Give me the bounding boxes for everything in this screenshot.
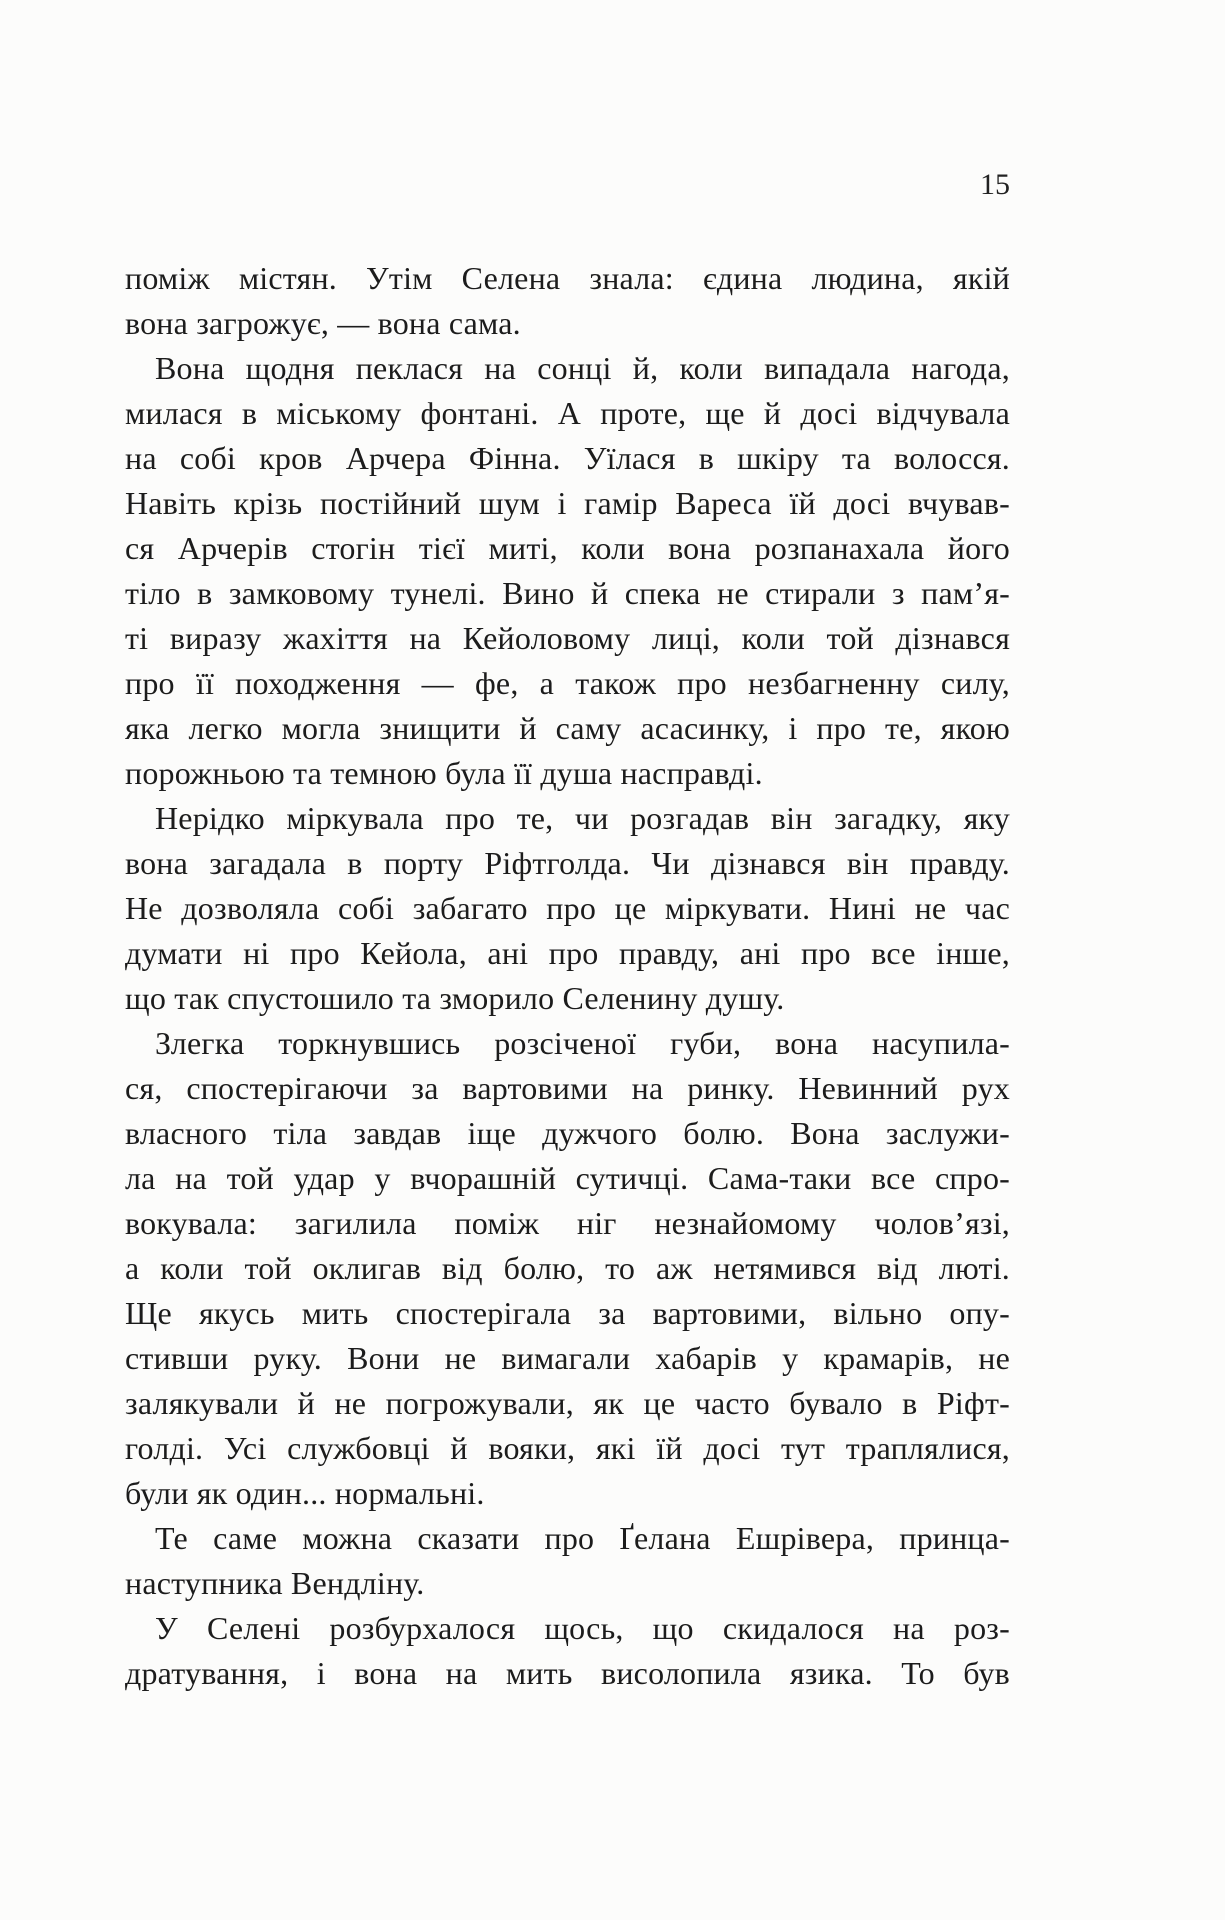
text-line: про її походження — фе, а також про незбагненну силу, bbox=[125, 665, 1010, 701]
text-line: Не дозволяла собі забагато про це міркувати. Нині не час bbox=[125, 890, 1010, 926]
text-line: У Селені розбурхалося щось, що скидалося на роз- bbox=[155, 1610, 1010, 1646]
text-line: на собі кров Арчера Фінна. Уїлася в шкіру та волосся. bbox=[125, 440, 1010, 476]
text-line: вона загадала в порту Ріфтголда. Чи дізнався він правду. bbox=[125, 845, 1010, 881]
text-line: наступника Вендліну. bbox=[125, 1565, 425, 1601]
text-line: яка легко могла знищити й саму асасинку, і про те, якою bbox=[125, 710, 1010, 746]
text-line: вона загрожує, — вона сама. bbox=[125, 305, 521, 341]
text-line: що так спустошило та зморило Селенину душу. bbox=[125, 980, 785, 1016]
text-line: Злегка торкнувшись розсіченої губи, вона насупила- bbox=[155, 1025, 1010, 1061]
text-line: поміж містян. Утім Селена знала: єдина людина, якій bbox=[125, 260, 1010, 296]
text-line: думати ні про Кейола, ані про правду, ані про все інше, bbox=[125, 935, 1010, 971]
text-line: а коли той оклигав від болю, то аж нетямився від люті. bbox=[125, 1250, 1010, 1286]
text-line: Нерідко міркувала про те, чи розгадав він загадку, яку bbox=[155, 800, 1010, 836]
text-line: вокувала: загилила поміж ніг незнайомому чолов’язі, bbox=[125, 1205, 1010, 1241]
text-block bbox=[125, 256, 1010, 1696]
text-line: тіло в замковому тунелі. Вино й спека не стирали з пам’я- bbox=[125, 575, 1010, 611]
page-number: 15 bbox=[980, 168, 1010, 201]
text-line: ла на той удар у вчорашній сутичці. Сама-таки все спро- bbox=[125, 1160, 1010, 1196]
text-line: Те саме можна сказати про Ґелана Ешрівера, принца- bbox=[155, 1520, 1010, 1556]
text-line: голді. Усі службовці й вояки, які їй досі тут траплялися, bbox=[125, 1430, 1010, 1466]
text-line: Навіть крізь постійний шум і гамір Вареса їй досі вчував- bbox=[125, 485, 1010, 521]
text-line: ся, спостерігаючи за вартовими на ринку. Невинний рух bbox=[125, 1070, 1010, 1106]
text-line: були як один... нормальні. bbox=[125, 1475, 485, 1511]
text-line: ся Арчерів стогін тієї миті, коли вона розпанахала його bbox=[125, 530, 1010, 566]
text-line: залякували й не погрожували, як це часто бувало в Ріфт- bbox=[125, 1385, 1010, 1421]
text-line: дратування, і вона на мить висолопила язика. То був bbox=[125, 1655, 1010, 1691]
text-line: стивши руку. Вони не вимагали хабарів у крамарів, не bbox=[125, 1340, 1010, 1376]
text-line: ті виразу жахіття на Кейоловому лиці, коли той дізнався bbox=[125, 620, 1010, 656]
text-line: милася в міському фонтані. А проте, ще й досі відчувала bbox=[125, 395, 1010, 431]
text-line: власного тіла завдав іще дужчого болю. Вона заслужи- bbox=[125, 1115, 1010, 1151]
text-line: Вона щодня пеклася на сонці й, коли випадала нагода, bbox=[155, 350, 1010, 386]
text-line: порожньою та темною була її душа насправді. bbox=[125, 755, 763, 791]
text-line: Ще якусь мить спостерігала за вартовими, вільно опу- bbox=[125, 1295, 1010, 1331]
